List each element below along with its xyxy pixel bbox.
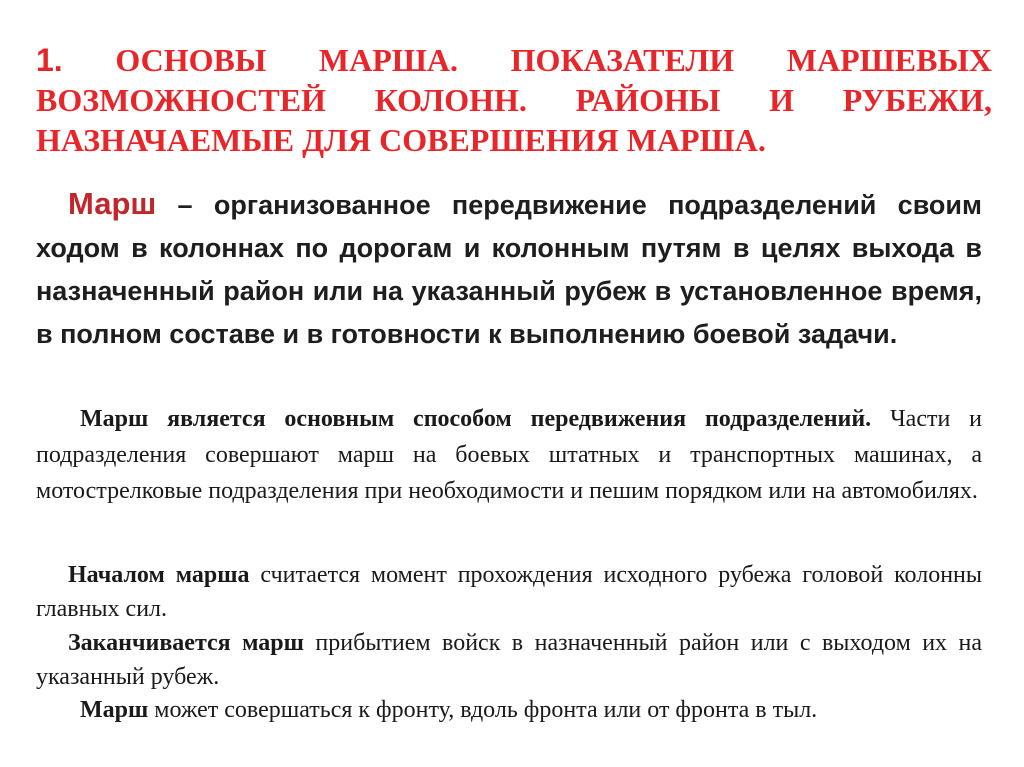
paragraph-text: прибытием войск в назначенный район или с выходом их на указанный рубеж. — [36, 630, 983, 690]
paragraph-text: может совершаться к фронту, вдоль фронта или от фронта в тыл. — [154, 697, 818, 723]
paragraph-main-method — [36, 401, 982, 509]
paragraph-lead: Заканчивается марш — [68, 630, 304, 656]
paragraph-march-end — [36, 626, 982, 694]
definition-dash: – — [177, 190, 193, 220]
title-text: ОСНОВЫ МАРША. ПОКАЗАТЕЛИ МАРШЕВЫХ ВОЗМОЖНОСТЕЙ КОЛОНН. РАЙОНЫ И РУБЕЖИ, НАЗНАЧАЕМЫЕ ДЛЯ СОВЕРШЕНИЯ МАРША. — [36, 42, 992, 158]
paragraph-text: считается момент прохождения исходного рубежа головой колонны главных сил. — [36, 562, 983, 622]
paragraph-lead: Началом марша — [68, 562, 250, 588]
paragraph-lead: Марш является основным способом передвижения подразделений. — [80, 406, 872, 432]
paragraph-march-start — [36, 558, 982, 626]
definition-term: Марш — [68, 186, 157, 221]
definition-text: организованное передвижение подразделений своим ходом в колоннах по дорогам и колонным путям в целях выхода в назначенный район или на указанный рубеж в установленное время, в полном составе и в готовности к выполнению боевой задачи. — [36, 190, 982, 349]
paragraph-march-directions — [36, 693, 982, 727]
definition-paragraph — [36, 182, 982, 356]
slide-title — [36, 40, 992, 160]
title-number: 1. — [36, 42, 63, 78]
paragraph-lead: Марш — [80, 697, 149, 723]
paragraph-text: Части и подразделения совершают марш на боевых штатных и транспортных машинах, а мотострелковые подразделения при необходимости и пешим порядком или на автомобилях. — [36, 406, 983, 504]
